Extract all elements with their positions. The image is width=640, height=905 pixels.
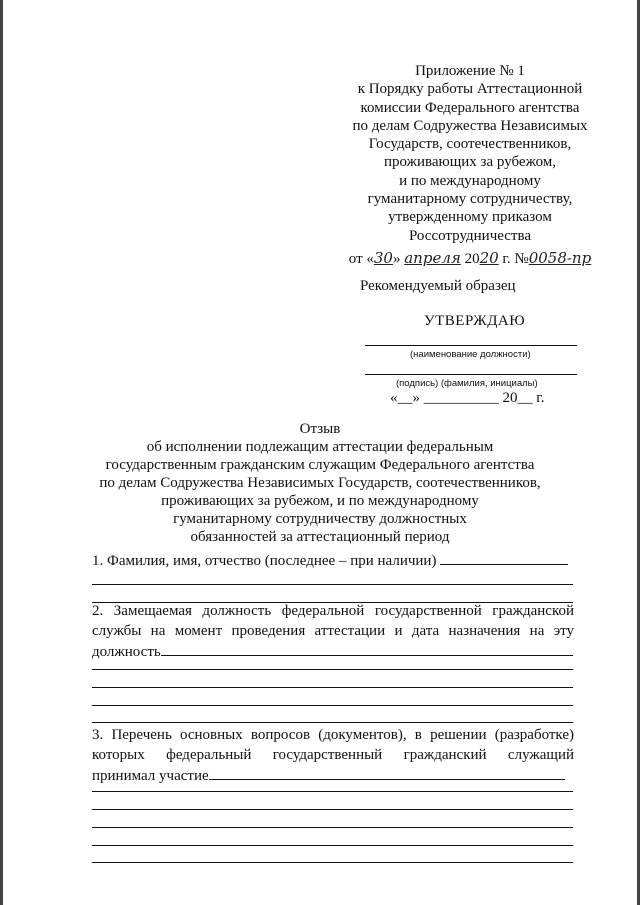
appendix-line: по делам Содружества Независимых (352, 117, 588, 134)
field-2-line[interactable] (92, 722, 573, 723)
field-3-line[interactable] (92, 791, 573, 792)
appendix-header (330, 62, 610, 268)
approve-heading: УТВЕРЖДАЮ (424, 313, 526, 329)
signature-caption: (подпись) (фамилия, инициалы) (396, 378, 538, 389)
position-line (365, 345, 577, 346)
field-3-label-line: которых федеральный государственный гражданский служащий (92, 747, 574, 763)
field-2-label-line: 2. Замещаемая должность федеральной государственной гражданской (92, 603, 574, 619)
field-3-label-tail: принимал участие (92, 768, 209, 784)
order-month: апреля (404, 248, 461, 267)
review-title-line: Отзыв (299, 421, 341, 437)
field-2 (92, 601, 574, 662)
appendix-line: проживающих за рубежом, (383, 154, 557, 171)
field-1 (92, 550, 574, 571)
appendix-title: Приложение № 1 (415, 63, 525, 79)
position-caption: (наименование должности) (410, 349, 531, 360)
appendix-line: комиссии Федерального агентства (360, 99, 580, 116)
review-title (70, 420, 570, 546)
appendix-line: Государств, соотечественников, (368, 136, 572, 153)
order-day: 30 (373, 248, 393, 267)
field-1-line[interactable] (92, 584, 573, 585)
field-3-line[interactable] (92, 809, 573, 810)
field-3 (92, 725, 574, 786)
appendix-line: к Порядку работы Аттестационной (357, 81, 583, 98)
field-2-input-line[interactable] (161, 641, 573, 656)
field-3-line[interactable] (92, 827, 573, 828)
field-2-label-line: службы на момент проведения аттестации и дата назначения на эту (92, 623, 574, 639)
field-3-label-line: 3. Перечень основных вопросов (документов), в решении (разработке) (92, 727, 574, 743)
field-3-input-line[interactable] (209, 765, 565, 780)
appendix-line: Россотрудничества (408, 227, 532, 244)
order-number: 0058-пр (528, 248, 592, 267)
field-3-line[interactable] (92, 845, 573, 846)
field-3-label-line-3 (92, 765, 574, 786)
approval-date: «__» __________ 20__ г. (390, 390, 545, 406)
field-2-label-tail: должность (92, 644, 161, 660)
field-1-label: 1. Фамилия, имя, отчество (последнее – при наличии) (92, 553, 437, 569)
appendix-line: гуманитарному сотрудничеству, (367, 191, 573, 208)
field-2-line[interactable] (92, 705, 573, 706)
review-title-line: проживающих за рубежом, и по международному (161, 493, 479, 509)
appendix-line: и по международному (399, 172, 541, 189)
order-year: 20 (479, 248, 499, 267)
review-title-line: обязанностей за аттестационный период (190, 529, 450, 545)
field-3-line[interactable] (92, 862, 573, 863)
order-reference (330, 249, 610, 268)
recommended-sample-label: Рекомендуемый образец (360, 278, 516, 294)
field-2-line[interactable] (92, 669, 573, 670)
signature-line (365, 374, 577, 375)
order-prefix: от « (348, 250, 374, 267)
field-1-input-line[interactable] (440, 550, 568, 565)
review-title-line: по делам Содружества Независимых Государств, соотечественников, (99, 475, 541, 491)
field-2-line[interactable] (92, 687, 573, 688)
review-title-line: гуманитарному сотрудничеству должностных (173, 511, 467, 527)
scan-left-edge (0, 0, 3, 905)
review-title-line: государственным гражданским служащим Федерального агентства (105, 457, 535, 473)
review-title-line: об исполнении подлежащим аттестации федеральным (146, 439, 494, 455)
order-quote: » (392, 250, 401, 267)
field-2-label-line-3 (92, 641, 574, 662)
appendix-line: утвержденному приказом (388, 209, 552, 226)
order-number-label: г. № (502, 250, 529, 267)
order-year-prefix: 20 (464, 250, 480, 267)
